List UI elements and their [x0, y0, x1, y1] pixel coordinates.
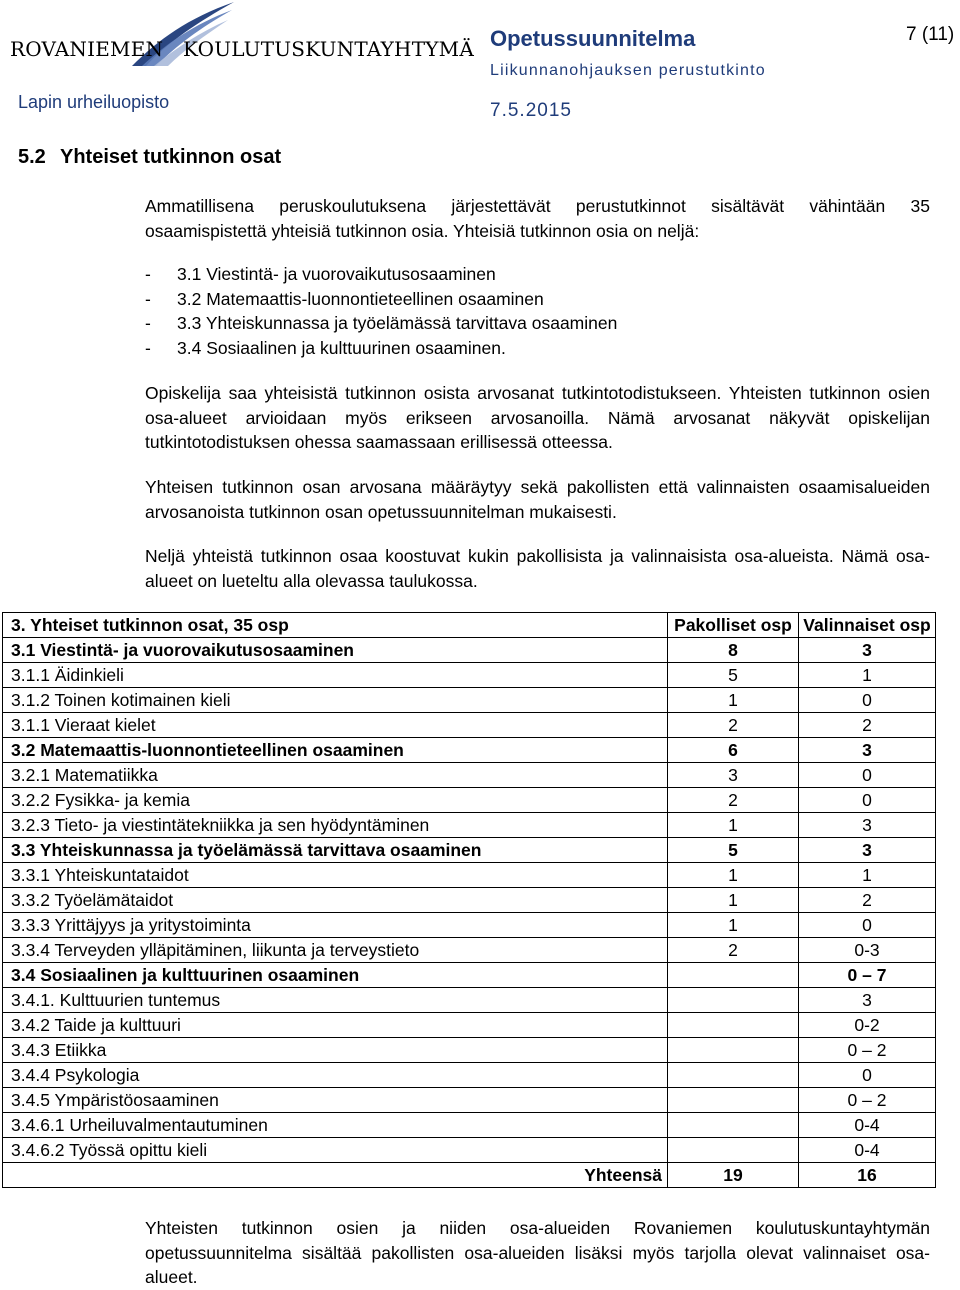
- pakolliset-cell: 5: [668, 663, 799, 688]
- list-item: - 3.1 Viestintä- ja vuorovaikutusosaaminen: [145, 262, 617, 287]
- table-row: [3, 938, 936, 963]
- pakolliset-cell: [668, 988, 799, 1013]
- unit-name-cell: 3.2.3 Tieto- ja viestintätekniikka ja sen hyödyntäminen: [3, 813, 668, 838]
- intro-paragraph: Ammatillisena peruskoulutuksena järjestettävät perustutkinnot sisältävät vähintään 35 osaamispistettä yhteisiä tutkinnon osia. Yhteisiä tutkinnon osia on neljä:: [145, 196, 930, 241]
- closing-paragraph: Yhteisten tutkinnon osien ja niiden osa-alueiden Rovaniemen koulutuskuntayhtymän opetussuunnitelma sisältää pakollisten osa-alueiden lisäksi myös tarjolla olevat valinnaiset osa-alueet.: [145, 1218, 930, 1287]
- valinnaiset-cell: 0 – 2: [799, 1038, 936, 1063]
- section-title: Yhteiset tutkinnon osat: [60, 146, 282, 168]
- table-row: [3, 1088, 936, 1113]
- table-row: [3, 688, 936, 713]
- valinnaiset-cell: 2: [799, 888, 936, 913]
- pakolliset-cell: [668, 1113, 799, 1138]
- list-item: - 3.3 Yhteiskunnassa ja työelämässä tarvittava osaaminen: [145, 311, 617, 336]
- unit-name-cell: 3.2.1 Matematiikka: [3, 763, 668, 788]
- table-header-row: [3, 613, 936, 638]
- valinnaiset-cell: 0 – 7: [799, 963, 936, 988]
- unit-name-cell: 3.2.2 Fysikka- ja kemia: [3, 788, 668, 813]
- valinnaiset-cell: 0: [799, 913, 936, 938]
- table-row: [3, 988, 936, 1013]
- paragraph-subareas: Neljä yhteistä tutkinnon osaa koostuvat kukin pakollisista ja valinnaisista osa-alueista. Nämä osa-alueet on lueteltu alla olevassa taulukossa.: [145, 546, 930, 591]
- unit-list: [145, 262, 617, 360]
- pakolliset-cell: 5: [668, 838, 799, 863]
- table-row: [3, 738, 936, 763]
- pakolliset-cell: [668, 1038, 799, 1063]
- pakolliset-cell: 3: [668, 763, 799, 788]
- table-row: [3, 663, 936, 688]
- unit-name-cell: 3.4 Sosiaalinen ja kulttuurinen osaaminen: [3, 963, 668, 988]
- valinnaiset-cell: 3: [799, 838, 936, 863]
- unit-name-cell: 3.3.3 Yrittäjyys ja yritystoiminta: [3, 913, 668, 938]
- table-row: [3, 1013, 936, 1038]
- valinnaiset-cell: 0-2: [799, 1013, 936, 1038]
- total-valinnaiset: 16: [799, 1163, 936, 1188]
- unit-name-cell: 3.4.6.1 Urheiluvalmentautuminen: [3, 1113, 668, 1138]
- document-title: Opetussuunnitelma: [490, 26, 696, 51]
- pakolliset-cell: 6: [668, 738, 799, 763]
- unit-name-cell: 3.1 Viestintä- ja vuorovaikutusosaaminen: [3, 638, 668, 663]
- table-row: [3, 963, 936, 988]
- valinnaiset-cell: 1: [799, 863, 936, 888]
- pakolliset-cell: 8: [668, 638, 799, 663]
- unit-name-cell: 3.1.2 Toinen kotimainen kieli: [3, 688, 668, 713]
- table-row: [3, 763, 936, 788]
- pakolliset-cell: [668, 963, 799, 988]
- valinnaiset-cell: 0-3: [799, 938, 936, 963]
- table-total-row: [3, 1163, 936, 1188]
- table-header-valinnaiset: Valinnaiset osp: [799, 613, 936, 638]
- valinnaiset-cell: 0-4: [799, 1113, 936, 1138]
- pakolliset-cell: 1: [668, 863, 799, 888]
- table-row: [3, 713, 936, 738]
- table-row: [3, 788, 936, 813]
- pakolliset-cell: 1: [668, 888, 799, 913]
- document-subtitle: Liikunnanohjauksen perustutkinto: [490, 62, 766, 79]
- valinnaiset-cell: 0 – 2: [799, 1088, 936, 1113]
- table-body: [3, 638, 936, 1188]
- table-row: [3, 913, 936, 938]
- section-number: 5.2: [18, 146, 46, 168]
- table-row: [3, 1113, 936, 1138]
- table-row: [3, 1138, 936, 1163]
- pakolliset-cell: 2: [668, 713, 799, 738]
- pakolliset-cell: [668, 1088, 799, 1113]
- table-row: [3, 888, 936, 913]
- table-row: [3, 813, 936, 838]
- paragraph-grades: Opiskelija saa yhteisistä tutkinnon osista arvosanat tutkintotodistukseen. Yhteisten tutkinnon osien osa-alueet arvioidaan myös erikseen arvosanoilla. Nämä arvosanat näkyvät opiskelijan tutkintotodistuksen ohessa saamassaan erillisessä otteessa.: [145, 383, 930, 452]
- valinnaiset-cell: 3: [799, 738, 936, 763]
- list-item: - 3.4 Sosiaalinen ja kulttuurinen osaaminen.: [145, 336, 617, 361]
- pakolliset-cell: 2: [668, 788, 799, 813]
- total-label: Yhteensä: [3, 1163, 668, 1188]
- page-number: 7 (11): [906, 24, 955, 45]
- unit-name-cell: 3.3.1 Yhteiskuntataidot: [3, 863, 668, 888]
- valinnaiset-cell: 0: [799, 763, 936, 788]
- table-row: [3, 863, 936, 888]
- pakolliset-cell: [668, 1013, 799, 1038]
- organization-name-part2: KOULUTUSKUNTAYHTYMÄ: [183, 37, 474, 61]
- table-row: [3, 1063, 936, 1088]
- valinnaiset-cell: 0-4: [799, 1138, 936, 1163]
- table-row: [3, 838, 936, 863]
- unit-name-cell: 3.2 Matemaattis-luonnontieteellinen osaaminen: [3, 738, 668, 763]
- valinnaiset-cell: 1: [799, 663, 936, 688]
- valinnaiset-cell: 0: [799, 788, 936, 813]
- valinnaiset-cell: 2: [799, 713, 936, 738]
- pakolliset-cell: [668, 1138, 799, 1163]
- pakolliset-cell: 1: [668, 913, 799, 938]
- table-row: [3, 1038, 936, 1063]
- unit-name-cell: 3.1.1 Vieraat kielet: [3, 713, 668, 738]
- subunit-name: Lapin urheiluopisto: [18, 92, 170, 112]
- unit-name-cell: 3.4.4 Psykologia: [3, 1063, 668, 1088]
- unit-name-cell: 3.4.5 Ympäristöosaaminen: [3, 1088, 668, 1113]
- paragraph-grade-determination: Yhteisen tutkinnon osan arvosana määräytyy sekä pakollisten että valinnaisten osaamisalueiden arvosanoista tutkinnon osan opetussuunnitelman mukaisesti.: [145, 477, 930, 522]
- table-header-title: 3. Yhteiset tutkinnon osat, 35 osp: [3, 613, 668, 638]
- valinnaiset-cell: 0: [799, 1063, 936, 1088]
- valinnaiset-cell: 3: [799, 638, 936, 663]
- unit-name-cell: 3.4.6.2 Työssä opittu kieli: [3, 1138, 668, 1163]
- pakolliset-cell: 2: [668, 938, 799, 963]
- unit-name-cell: 3.4.3 Etiikka: [3, 1038, 668, 1063]
- unit-name-cell: 3.1.1 Äidinkieli: [3, 663, 668, 688]
- pakolliset-cell: 1: [668, 813, 799, 838]
- pakolliset-cell: [668, 1063, 799, 1088]
- list-item: - 3.2 Matemaattis-luonnontieteellinen osaaminen: [145, 287, 617, 312]
- valinnaiset-cell: 0: [799, 688, 936, 713]
- unit-name-cell: 3.3.2 Työelämätaidot: [3, 888, 668, 913]
- unit-name-cell: 3.4.1. Kulttuurien tuntemus: [3, 988, 668, 1013]
- organization-name-part1: ROVANIEMEN: [10, 37, 164, 61]
- common-units-table: [2, 612, 936, 1188]
- table-row: [3, 638, 936, 663]
- unit-name-cell: 3.4.2 Taide ja kulttuuri: [3, 1013, 668, 1038]
- section-heading: [18, 146, 281, 169]
- pakolliset-cell: 1: [668, 688, 799, 713]
- total-pakolliset: 19: [668, 1163, 799, 1188]
- document-date: 7.5.2015: [490, 100, 572, 121]
- unit-name-cell: 3.3 Yhteiskunnassa ja työelämässä tarvittava osaaminen: [3, 838, 668, 863]
- unit-name-cell: 3.3.4 Terveyden ylläpitäminen, liikunta ja terveystieto: [3, 938, 668, 963]
- table-header-pakolliset: Pakolliset osp: [668, 613, 799, 638]
- valinnaiset-cell: 3: [799, 988, 936, 1013]
- valinnaiset-cell: 3: [799, 813, 936, 838]
